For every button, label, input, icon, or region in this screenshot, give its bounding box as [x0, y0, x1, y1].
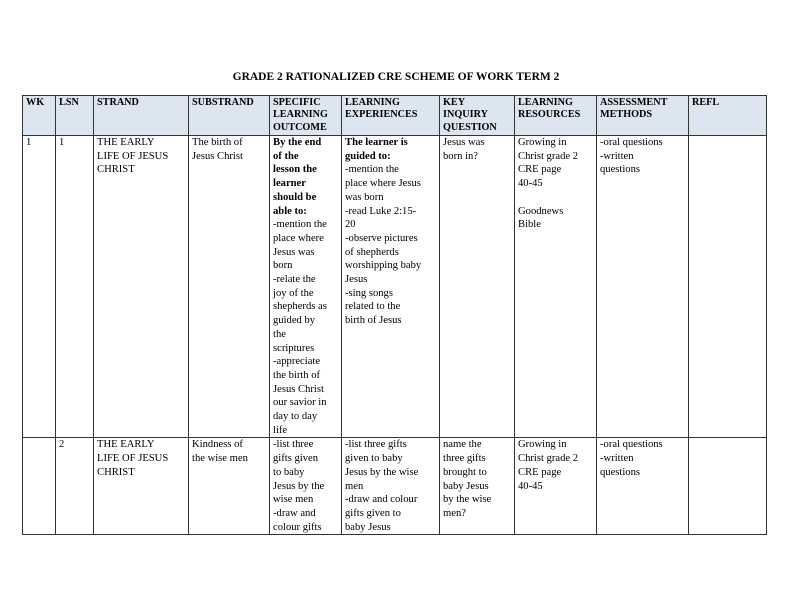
cell-text: -mention the	[273, 219, 327, 231]
cell-text: Jesus by the wise	[345, 466, 419, 478]
cell-text: -relate the	[273, 274, 316, 286]
cell-text: to baby	[273, 466, 305, 478]
cell-assessment-methods	[597, 438, 689, 535]
header-text: SUBSTRAND	[192, 97, 254, 108]
cell-text: the wise men	[192, 453, 248, 465]
header-text: LEARNING	[273, 109, 328, 121]
cell-key-inquiry-question	[440, 136, 515, 438]
cell-text: Jesus Christ	[273, 383, 324, 395]
cell-text: By the end	[273, 137, 322, 148]
cell-text: able to:	[273, 205, 307, 217]
cell-learning-experiences	[342, 438, 440, 535]
cell-text: scriptures	[273, 342, 315, 354]
cell-reflection	[689, 136, 767, 438]
cell-text: -appreciate	[273, 356, 321, 368]
cell-text: the	[273, 328, 286, 340]
cell-text: Jesus by the	[273, 480, 325, 492]
cell-text: born in?	[443, 150, 479, 162]
cell-text: joy of the	[273, 287, 314, 299]
cell-text: -oral questions	[600, 439, 663, 451]
cell-lesson: 2	[56, 438, 94, 535]
header-row	[23, 96, 767, 136]
cell-text: life	[273, 424, 288, 436]
header-learning-resources	[515, 96, 597, 136]
cell-substrand	[189, 136, 270, 438]
cell-key-inquiry-question	[440, 438, 515, 535]
cell-text: place where	[273, 232, 324, 244]
cell-text: men	[345, 480, 364, 492]
cell-text: should be	[273, 191, 317, 203]
cell-text: men?	[443, 507, 466, 519]
cell-text: Growing in	[518, 137, 567, 148]
cell-text: related to the	[345, 301, 401, 313]
cell-text: Goodnews	[518, 205, 564, 217]
cell-text: Kindness of	[192, 439, 243, 451]
cell-text: -read Luke 2:15-	[345, 205, 417, 217]
cell-text: -list three gifts	[345, 439, 407, 451]
header-learning-experiences	[342, 96, 440, 136]
cell-text: -draw and colour	[345, 494, 418, 506]
cell-text: place where Jesus	[345, 178, 421, 190]
cell-text: LIFE OF JESUS	[97, 150, 169, 162]
cell-text: Jesus was	[273, 246, 315, 258]
header-substrand	[189, 96, 270, 136]
cell-text: the birth of	[273, 369, 321, 381]
table-row	[23, 136, 767, 438]
cell-strand	[94, 136, 189, 438]
cell-text: birth of Jesus	[345, 315, 402, 327]
cell-text: Jesus	[345, 274, 368, 286]
cell-learning-experiences	[342, 136, 440, 438]
cell-text: THE EARLY	[97, 137, 155, 148]
header-lsn	[56, 96, 94, 136]
cell-text: CHRIST	[97, 164, 135, 176]
header-text: LEARNING	[345, 97, 400, 108]
cell-text: questions	[600, 466, 641, 478]
cell-text: -mention the	[345, 164, 399, 176]
cell-text: name the	[443, 439, 482, 451]
cell-text: -sing songs	[345, 287, 393, 299]
cell-text: Jesus was	[443, 137, 485, 148]
cell-text: by the wise	[443, 494, 492, 506]
header-refl	[689, 96, 767, 136]
cell-text: gifts given	[273, 453, 319, 465]
cell-text: CRE page	[518, 164, 562, 176]
cell-text: of shepherds	[345, 246, 399, 258]
header-text: KEY	[443, 97, 466, 108]
cell-strand	[94, 438, 189, 535]
header-key-inquiry-question	[440, 96, 515, 136]
cell-text: colour gifts	[273, 521, 322, 533]
header-text: WK	[26, 97, 45, 108]
cell-text: three gifts	[443, 453, 486, 465]
cell-text: Bible	[518, 219, 541, 231]
cell-text: guided by	[273, 315, 316, 327]
cell-text: CRE page	[518, 466, 562, 478]
cell-text: THE EARLY	[97, 439, 155, 451]
cell-text: wise men	[273, 494, 314, 506]
cell-text: -observe pictures	[345, 232, 418, 244]
header-specific-learning-outcome	[270, 96, 342, 136]
cell-text: brought to	[443, 466, 487, 478]
cell-text: worshipping baby	[345, 260, 422, 272]
cell-text: lesson the	[273, 164, 317, 176]
cell-week: 1	[23, 136, 56, 438]
header-text: EXPERIENCES	[345, 109, 418, 121]
cell-specific-learning-outcome	[270, 438, 342, 535]
cell-text: of the	[273, 150, 299, 162]
cell-substrand	[189, 438, 270, 535]
cell-text: day to day	[273, 411, 318, 423]
cell-text: 40-45	[518, 480, 543, 492]
header-text: ASSESSMENT	[600, 97, 668, 108]
cell-text: The birth of	[192, 137, 243, 148]
cell-learning-resources	[515, 136, 597, 438]
cell-text: our savior in	[273, 397, 327, 409]
cell-assessment-methods	[597, 136, 689, 438]
cell-text: Christ grade 2	[518, 150, 579, 162]
header-text: REFL	[692, 97, 720, 108]
cell-text: 20	[345, 219, 356, 231]
header-text: INQUIRY	[443, 109, 488, 121]
cell-text: LIFE OF JESUS	[97, 453, 169, 465]
cell-text: given to baby	[345, 453, 403, 465]
cell-learning-resources	[515, 438, 597, 535]
header-text: LSN	[59, 97, 79, 108]
cell-text: born	[273, 260, 293, 272]
cell-text: Growing in	[518, 439, 567, 451]
cell-text: CHRIST	[97, 466, 135, 478]
header-assessment-methods	[597, 96, 689, 136]
header-text: OUTCOME	[273, 121, 327, 133]
header-text: METHODS	[600, 109, 653, 121]
cell-text: guided to:	[345, 150, 391, 162]
cell-specific-learning-outcome	[270, 136, 342, 438]
header-text: RESOURCES	[518, 109, 581, 121]
cell-lesson: 1	[56, 136, 94, 438]
cell-text: -oral questions	[600, 137, 663, 148]
cell-text: baby Jesus	[345, 521, 391, 533]
cell-text: -list three	[273, 439, 314, 451]
cell-text	[518, 191, 593, 205]
cell-text: -written	[600, 453, 634, 465]
cell-text: The learner is	[345, 137, 408, 148]
header-strand	[94, 96, 189, 136]
cell-text: Jesus Christ	[192, 150, 243, 162]
cell-week	[23, 438, 56, 535]
cell-text: was born	[345, 191, 384, 203]
cell-text: shepherds as	[273, 301, 327, 313]
header-text: QUESTION	[443, 121, 497, 133]
cell-text: gifts given to	[345, 507, 401, 519]
cell-text: Christ grade 2	[518, 453, 579, 465]
header-text: SPECIFIC	[273, 97, 321, 108]
header-wk	[23, 96, 56, 136]
document-title: GRADE 2 RATIONALIZED CRE SCHEME OF WORK TERM 2	[232, 71, 560, 83]
cell-reflection	[689, 438, 767, 535]
table-row	[23, 438, 767, 535]
cell-text: baby Jesus	[443, 480, 489, 492]
header-text: LEARNING	[518, 97, 573, 108]
cell-text: questions	[600, 164, 641, 176]
cell-text: -draw and	[273, 507, 316, 519]
header-text: STRAND	[97, 97, 139, 108]
cell-text: -written	[600, 150, 634, 162]
cell-text: 40-45	[518, 178, 543, 190]
scheme-of-work-table	[22, 95, 767, 535]
cell-text: learner	[273, 178, 306, 190]
